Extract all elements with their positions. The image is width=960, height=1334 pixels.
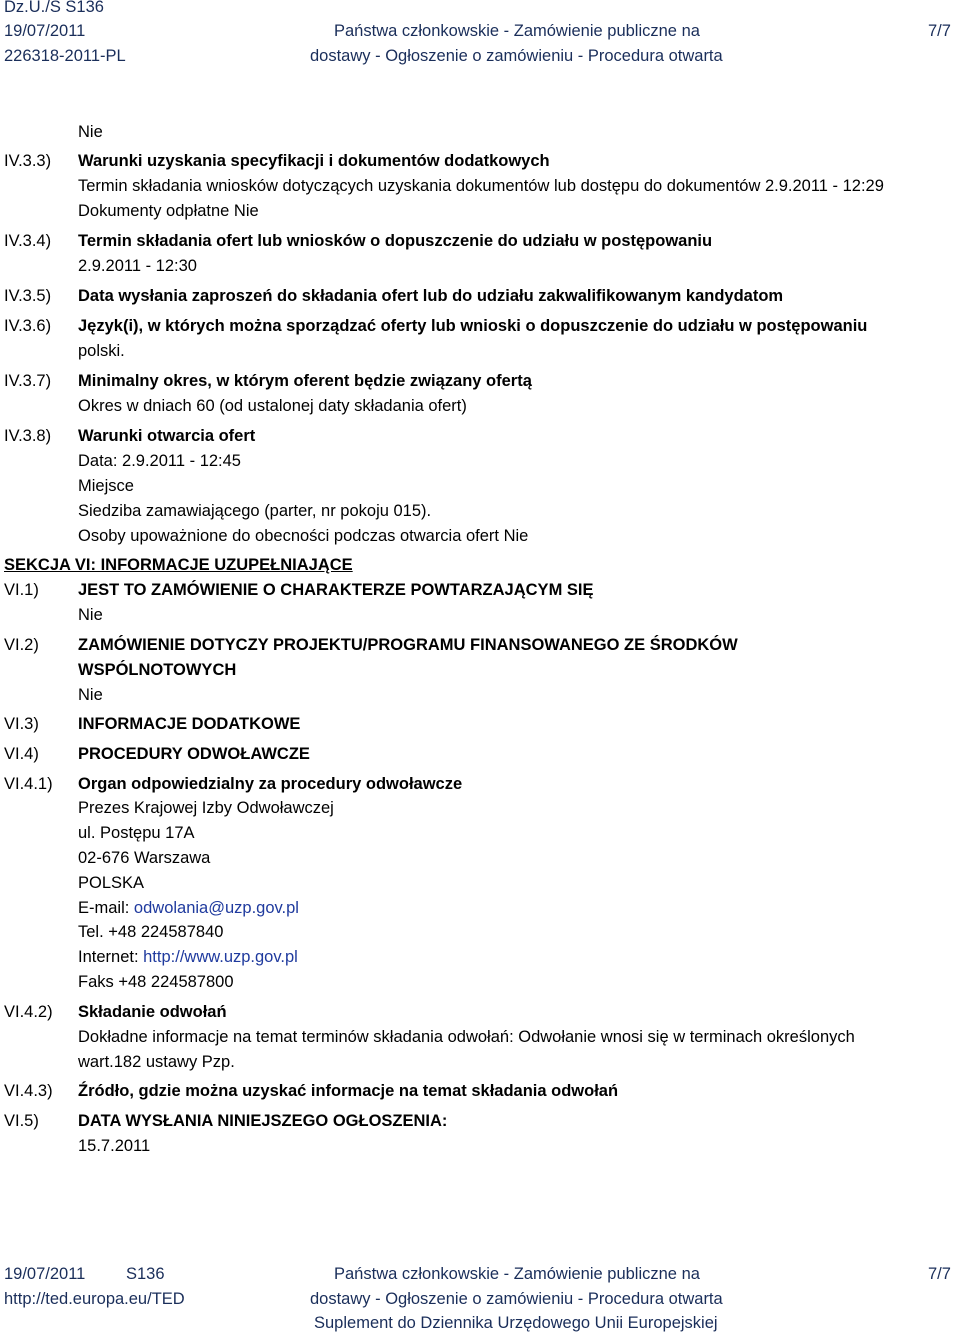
heading-iv34: Termin składania ofert lub wniosków o dopuszczenie do udziału w postępowaniu bbox=[78, 232, 713, 250]
label-iv37: IV.3.7) bbox=[4, 372, 52, 390]
header-page-number: 7/7 bbox=[928, 22, 951, 40]
label-vi42: VI.4.2) bbox=[4, 1003, 53, 1021]
header-date: 19/07/2011 bbox=[4, 22, 86, 40]
text-iv34-deadline: 2.9.2011 - 12:30 bbox=[78, 257, 197, 275]
value-vi1: Nie bbox=[78, 606, 103, 624]
footer-title-line1: Państwa członkowskie - Zamówienie publiczne na bbox=[334, 1265, 700, 1283]
text-iv33-paid: Dokumenty odpłatne Nie bbox=[78, 202, 259, 220]
value-vi2: Nie bbox=[78, 686, 103, 704]
label-iv33: IV.3.3) bbox=[4, 152, 52, 170]
label-vi4: VI.4) bbox=[4, 745, 39, 763]
heading-vi4: PROCEDURY ODWOŁAWCZE bbox=[78, 745, 310, 763]
text-vi42-line2: wart.182 ustawy Pzp. bbox=[78, 1053, 235, 1071]
value-vi5: 15.7.2011 bbox=[78, 1137, 151, 1155]
organ-fax: Faks +48 224587800 bbox=[78, 973, 234, 991]
label-vi1: VI.1) bbox=[4, 581, 39, 599]
notice-number: 226318-2011-PL bbox=[4, 47, 126, 65]
text-iv38-persons: Osoby upoważnione do obecności podczas otwarcia ofert Nie bbox=[78, 527, 529, 545]
label-iv34: IV.3.4) bbox=[4, 232, 52, 250]
heading-iv38: Warunki otwarcia ofert bbox=[78, 427, 256, 445]
heading-vi2-line1: ZAMÓWIENIE DOTYCZY PROJEKTU/PROGRAMU FINANSOWANEGO ZE ŚRODKÓW bbox=[78, 636, 738, 654]
text-iv36-language: polski. bbox=[78, 342, 125, 360]
organ-email-row bbox=[78, 898, 299, 918]
heading-vi1: JEST TO ZAMÓWIENIE O CHARAKTERZE POWTARZAJĄCYM SIĘ bbox=[78, 581, 594, 599]
organ-tel: Tel. +48 224587840 bbox=[78, 923, 224, 941]
footer-page-number: 7/7 bbox=[928, 1265, 951, 1283]
organ-country: POLSKA bbox=[78, 874, 145, 892]
label-vi43: VI.4.3) bbox=[4, 1082, 53, 1100]
footer-title-line3: Suplement do Dziennika Urzędowego Unii Europejskiej bbox=[314, 1314, 718, 1332]
heading-iv37: Minimalny okres, w którym oferent będzie związany ofertą bbox=[78, 372, 532, 390]
label-vi41: VI.4.1) bbox=[4, 775, 53, 793]
heading-vi3: INFORMACJE DODATKOWE bbox=[78, 715, 301, 733]
header-title-line2: dostawy - Ogłoszenie o zamówieniu - Procedura otwarta bbox=[310, 47, 723, 65]
internet-label: Internet: bbox=[78, 948, 144, 966]
heading-vi2-line2: WSPÓLNOTOWYCH bbox=[78, 661, 237, 679]
text-vi42-line1: Dokładne informacje na temat terminów składania odwołań: Odwołanie wnosi się w terminach określonych bbox=[78, 1028, 855, 1046]
organ-street: ul. Postępu 17A bbox=[78, 824, 195, 842]
heading-vi5: DATA WYSŁANIA NINIEJSZEGO OGŁOSZENIA: bbox=[78, 1112, 448, 1130]
journal-ref: Dz.U./S S136 bbox=[4, 0, 104, 16]
footer-url[interactable]: http://ted.europa.eu/TED bbox=[4, 1290, 185, 1308]
section-vi-title: SEKCJA VI: INFORMACJE UZUPEŁNIAJĄCE bbox=[4, 556, 353, 574]
organ-city: 02-676 Warszawa bbox=[78, 849, 211, 867]
heading-vi43: Źródło, gdzie można uzyskać informacje na temat składania odwołań bbox=[78, 1082, 619, 1100]
label-iv38: IV.3.8) bbox=[4, 427, 52, 445]
text-iv38-date: Data: 2.9.2011 - 12:45 bbox=[78, 452, 241, 470]
pre-value: Nie bbox=[78, 123, 103, 141]
email-link[interactable]: odwolania@uzp.gov.pl bbox=[133, 899, 299, 917]
label-vi3: VI.3) bbox=[4, 715, 39, 733]
heading-vi42: Składanie odwołań bbox=[78, 1003, 227, 1021]
text-iv38-place-label: Miejsce bbox=[78, 477, 134, 495]
header-title-line1: Państwa członkowskie - Zamówienie publiczne na bbox=[334, 22, 700, 40]
text-iv37-period: Okres w dniach 60 (od ustalonej daty składania ofert) bbox=[78, 397, 467, 415]
organ-internet-row bbox=[78, 947, 298, 967]
footer-title-line2: dostawy - Ogłoszenie o zamówieniu - Procedura otwarta bbox=[310, 1290, 723, 1308]
heading-iv36: Język(i), w których można sporządzać oferty lub wnioski o dopuszczenie do udziału w postępowaniu bbox=[78, 317, 868, 335]
label-vi2: VI.2) bbox=[4, 636, 39, 654]
heading-iv35: Data wysłania zaproszeń do składania ofert lub do udziału zakwalifikowanym kandydatom bbox=[78, 287, 784, 305]
text-iv33-deadline: Termin składania wniosków dotyczących uzyskania dokumentów lub dostępu do dokumentów 2.9.2011 - 12:29 bbox=[78, 177, 884, 195]
email-label: E-mail: bbox=[78, 899, 134, 917]
label-vi5: VI.5) bbox=[4, 1112, 39, 1130]
heading-vi41: Organ odpowiedzialny za procedury odwoławcze bbox=[78, 775, 463, 793]
organ-name: Prezes Krajowej Izby Odwoławczej bbox=[78, 799, 334, 817]
text-iv38-place: Siedziba zamawiającego (parter, nr pokoju 015). bbox=[78, 502, 432, 520]
label-iv36: IV.3.6) bbox=[4, 317, 52, 335]
heading-iv33: Warunki uzyskania specyfikacji i dokumentów dodatkowych bbox=[78, 152, 550, 170]
label-iv35: IV.3.5) bbox=[4, 287, 52, 305]
internet-link[interactable]: http://www.uzp.gov.pl bbox=[143, 948, 298, 966]
footer-issue: S136 bbox=[126, 1265, 165, 1283]
footer-date: 19/07/2011 bbox=[4, 1265, 86, 1283]
